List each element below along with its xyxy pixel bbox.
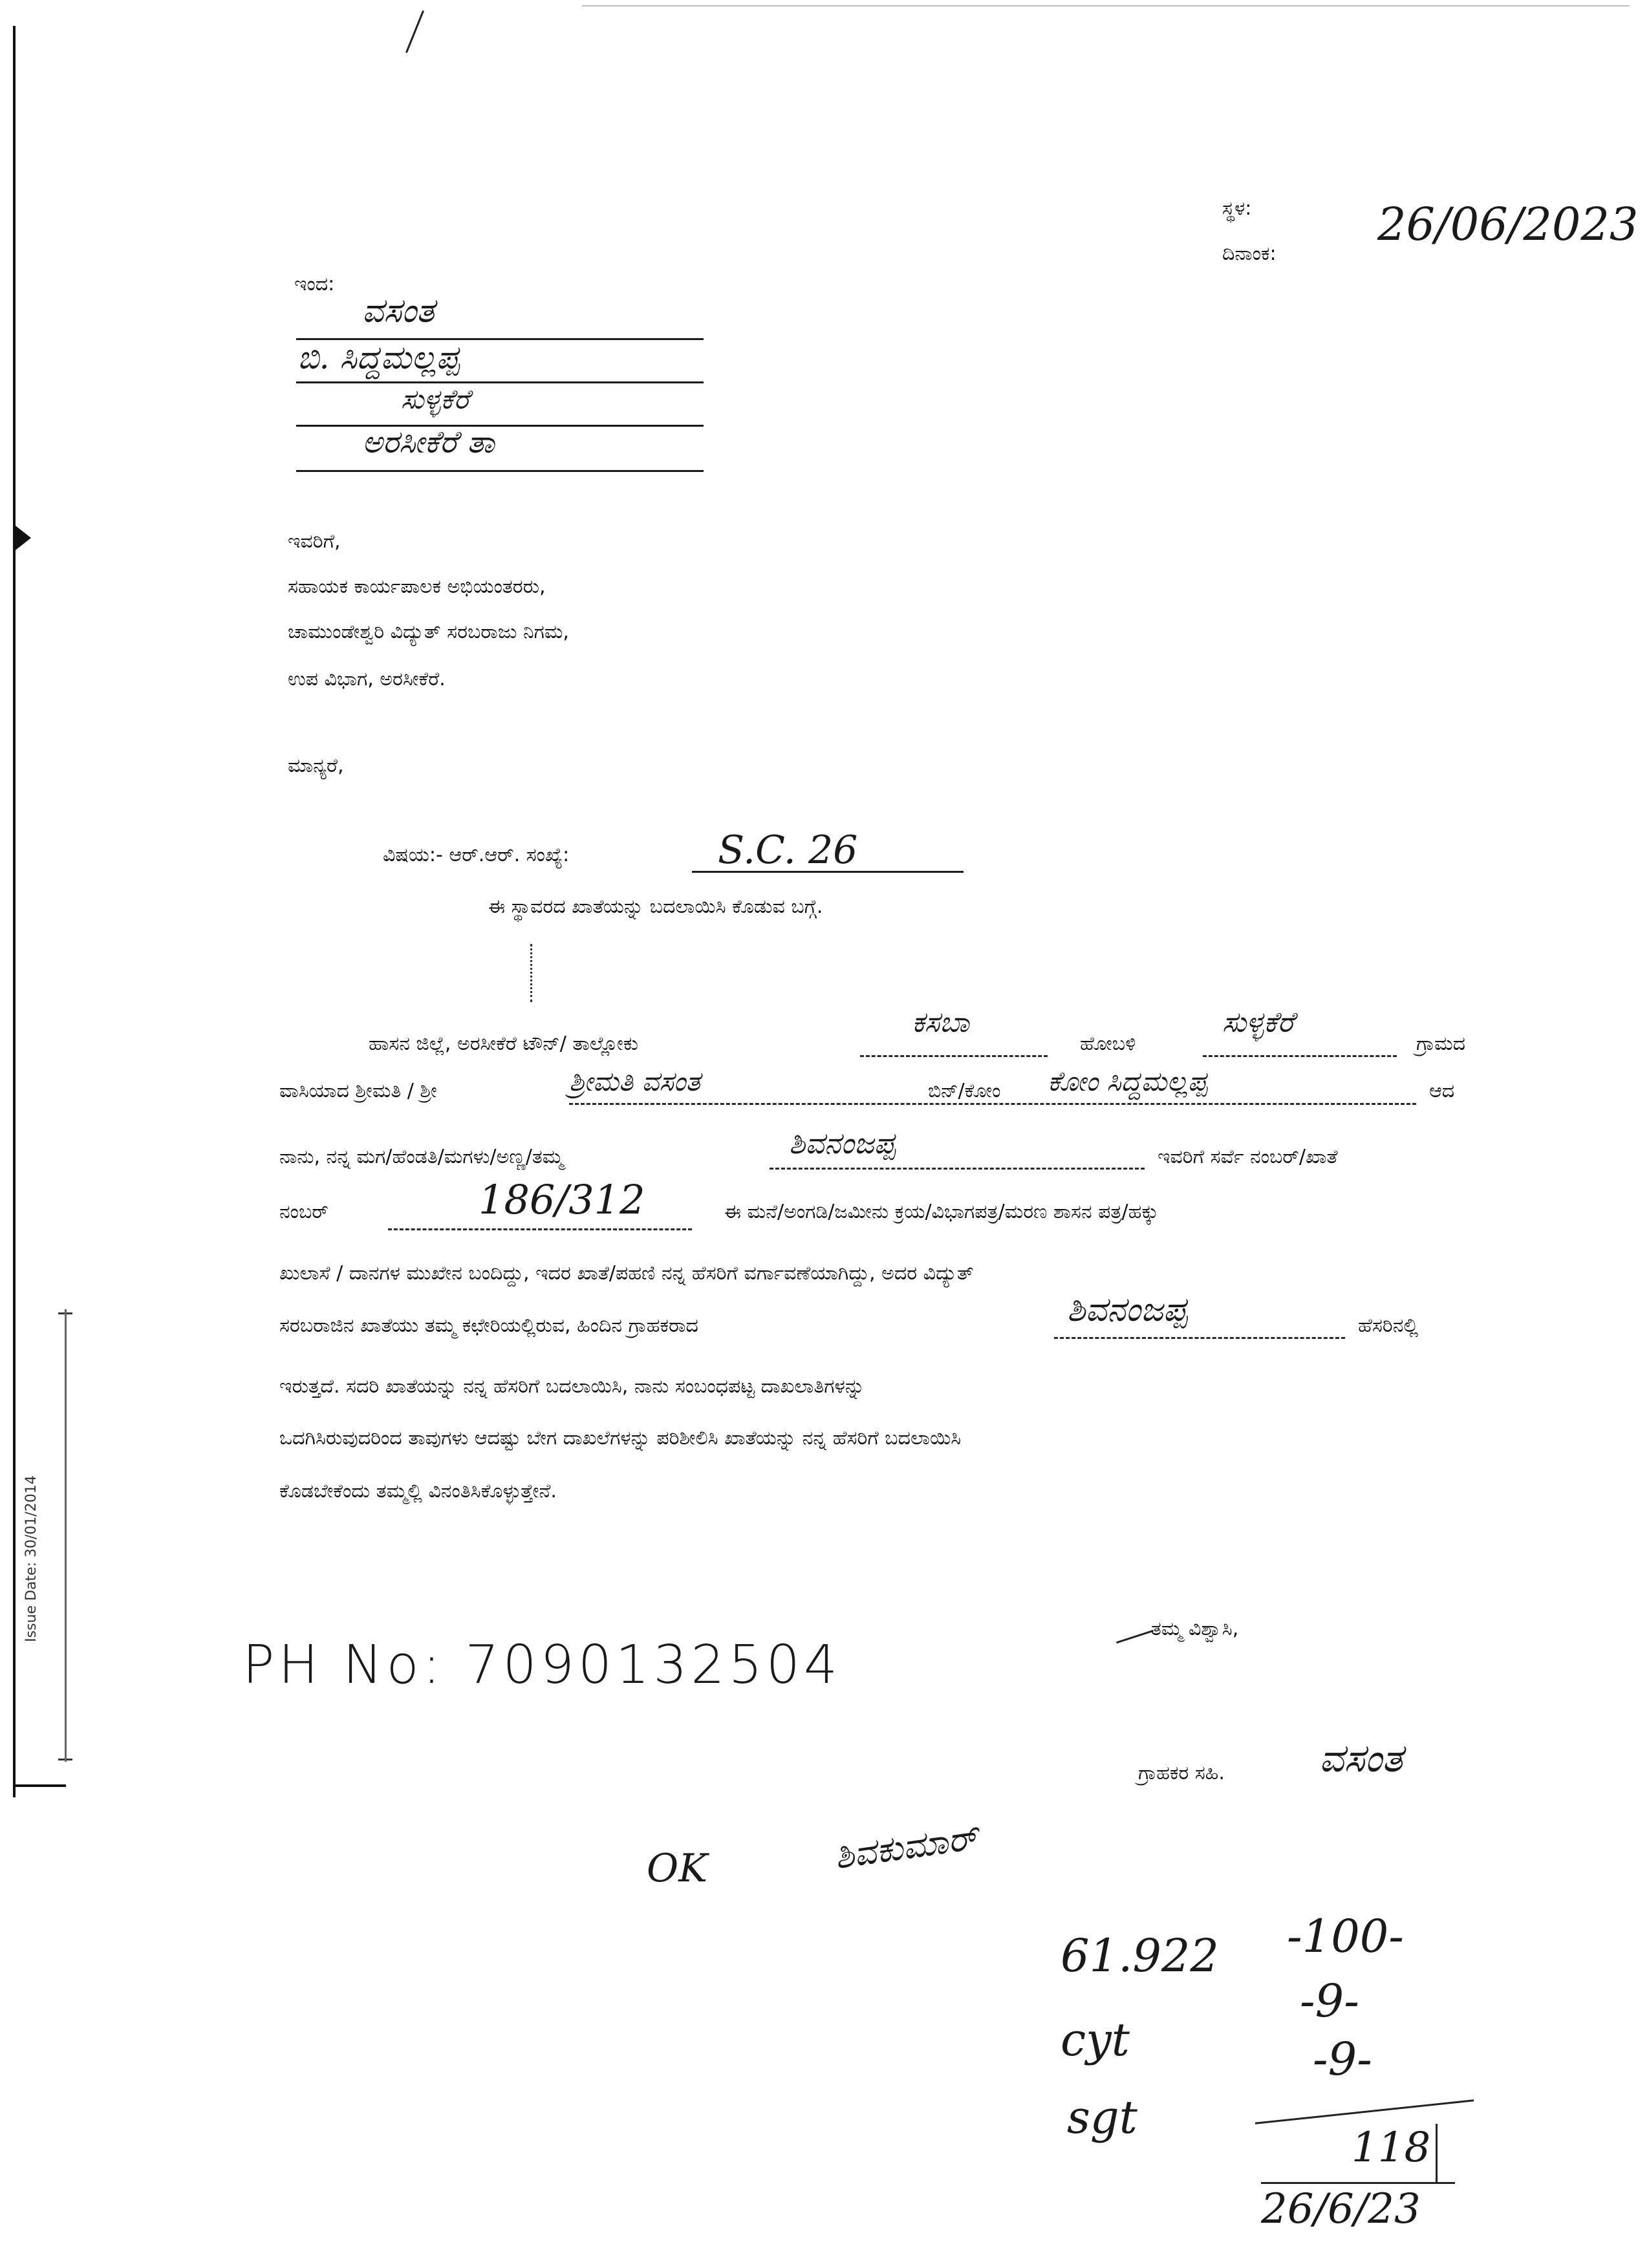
top-edge-line (582, 5, 1630, 6)
body-l2-text-a: ವಾಸಿಯಾದ ಶ್ರೀಮತಿ / ಶ್ರೀ (279, 1080, 437, 1102)
body-l1-fill-2: ಸುಳ್ಳಕೆರೆ (1222, 1006, 1294, 1039)
to-label: ಇವರಿಗೆ, (288, 530, 341, 553)
from-line-1: ವಸಂತ (362, 292, 435, 330)
from-rule-3 (296, 425, 704, 427)
body-l1-text-b: ಹೋಬಳಿ (1080, 1032, 1136, 1055)
body-l4-text-a: ನಂಬರ್ (279, 1201, 329, 1223)
body-l4-rule (388, 1228, 692, 1230)
fee-total-underline (1261, 2182, 1455, 2184)
body-l6-fill: ಶಿವನಂಜಪ್ಪ (1067, 1290, 1188, 1329)
body-l1-text-c: ಗ್ರಾಮದ (1416, 1032, 1466, 1055)
date-label: ದಿನಾಂಕ: (1222, 242, 1277, 265)
top-stroke-mark (405, 10, 424, 53)
body-l2-fill-2: ಕೋಂ ಸಿದ್ದಮಲ್ಲಪ್ಪ (1048, 1065, 1207, 1097)
date-value: 26/06/2023 (1377, 198, 1639, 251)
from-line-3: ಸುಳ್ಳಕೆರೆ (401, 383, 469, 415)
fee-row-1-label: 61.922 (1061, 1929, 1219, 1982)
left-edge-tick (14, 1784, 66, 1787)
body-l1-rule-1 (860, 1055, 1048, 1057)
body-l2-text-b: ಬಿನ್/ಕೋಂ (928, 1080, 1001, 1102)
subject-line-2: ಈ ಸ್ಥಾವರದ ಖಾತೆಯನ್ನು ಬದಲಾಯಿಸಿ ಕೊಡುವ ಬಗ್ಗೆ. (488, 895, 823, 918)
body-l3-rule (770, 1168, 1145, 1170)
body-l2-text-c: ಆದ (1429, 1080, 1455, 1102)
body-l3-fill: ಶಿವನಂಜಪ್ಪ (789, 1126, 896, 1161)
fee-row-2-label: cyt (1061, 2013, 1130, 2066)
to-line-2: ಚಾಮುಂಡೇಶ್ವರಿ ವಿದ್ಯುತ್ ಸರಬರಾಜು ನಿಗಮ, (288, 621, 569, 643)
signature-label: ಗ್ರಾಹಕರ ಸಹಿ. (1138, 1762, 1225, 1784)
salutation: ಮಾನ್ಯರೆ, (288, 754, 344, 777)
left-edge-notch (13, 524, 31, 552)
body-l6-text-a: ಸರಬರಾಜಿನ ಖಾತೆಯು ತಮ್ಮ ಕಛೇರಿಯಲ್ಲಿರುವ, ಹಿಂದಿನ ಗ್ರಾಹಕರಾದ (279, 1314, 698, 1337)
body-l9: ಕೊಡಬೇಕೆಂದು ತಮ್ಮಲ್ಲಿ ವಿನಂತಿಸಿಕೊಳ್ಳುತ್ತೇನೆ. (279, 1480, 557, 1503)
to-line-3: ಉಪ ವಿಭಾಗ, ಅರಸೀಕೆರೆ. (288, 668, 446, 690)
body-l1-fill-1: ಕಸಬಾ (912, 1006, 969, 1039)
body-l2-rule (569, 1103, 1416, 1105)
subject-rule (692, 871, 964, 873)
subject-label: ವಿಷಯ:- ಆರ್.ಆರ್. ಸಂಖ್ಯೆ: (383, 844, 570, 866)
fee-row-1-amount: -100- (1287, 1910, 1404, 1963)
phone-number: PH No: 7090132504 (242, 1634, 842, 1696)
body-l5: ಖುಲಾಸೆ / ದಾನಗಳ ಮುಖೇನ ಬಂದಿದ್ದು, ಇದರ ಖಾತೆ/ಪಹಣಿ ನನ್ನ ಹೆಸರಿಗೆ ವರ್ಗಾವಣೆಯಾಗಿದ್ದು, ಅದರ ವಿದ್ಯುತ್ (279, 1262, 974, 1285)
stray-mark (530, 944, 541, 1002)
ok-signature: ಶಿವಕುಮಾರ್ (832, 1816, 980, 1878)
body-l7: ಇರುತ್ತದೆ. ಸದರಿ ಖಾತೆಯನ್ನು ನನ್ನ ಹೆಸರಿಗೆ ಬದಲಾಯಿಸಿ, ನಾನು ಸಂಬಂಧಪಟ್ಟ ದಾಖಲಾತಿಗಳನ್ನು (279, 1375, 865, 1398)
margin-vertical-rule (65, 1309, 67, 1762)
signature-value: ವಸಂತ (1319, 1736, 1403, 1781)
body-l2-fill-1: ಶ್ರೀಮತಿ ವಸಂತ (569, 1065, 700, 1097)
margin-issue-stamp: Issue Date: 30/01/2014 (23, 1475, 39, 1642)
to-line-1: ಸಹಾಯಕ ಕಾರ್ಯಪಾಲಕ ಅಭಿಯಂತರರು, (288, 575, 546, 598)
body-l8: ಒದಗಿಸಿರುವುದರಿಂದ ತಾವುಗಳು ಆದಷ್ಟು ಬೇಗ ದಾಖಲೆಗಳನ್ನು ಪರಿಶೀಲಿಸಿ ಖಾತೆಯನ್ನು ನನ್ನ ಹೆಸರಿಗೆ ಬದಲಾಯಿಸಿ (279, 1427, 962, 1450)
body-l1-rule-2 (1203, 1055, 1397, 1057)
fee-row-2-amount: -9- (1300, 1974, 1359, 2027)
closing-yours: ತಮ್ಮ ವಿಶ್ವಾಸಿ, (1151, 1618, 1239, 1640)
from-rule-4 (296, 470, 704, 472)
from-line-2: ಬಿ. ಸಿದ್ದಮಲ್ಲಪ್ಪ (297, 339, 460, 376)
body-l4-text-b: ಈ ಮನೆ/ಅಂಗಡಿ/ಜಮೀನು ಕ್ರಯ/ವಿಭಾಗಪತ್ರ/ಮರಣ ಶಾಸನ ಪತ್ರ/ಹಕ್ಕು (724, 1201, 1159, 1223)
body-l1-text-a: ಹಾಸನ ಜಿಲ್ಲೆ, ಅರಸೀಕೆರೆ ಟೌನ್/ ತಾಲ್ಲೋಕು (369, 1032, 638, 1055)
body-l3-text-a: ನಾನು, ನನ್ನ ಮಗ/ಹೆಂಡತಿ/ಮಗಳು/ಅಣ್ಣ/ತಮ್ಮ (279, 1146, 564, 1168)
fee-total-box-right (1436, 2124, 1438, 2182)
closing-tick (1116, 1630, 1154, 1643)
fee-total-rule (1255, 2099, 1474, 2124)
body-l6-text-b: ಹೆಸರಿನಲ್ಲಿ (1358, 1314, 1419, 1337)
left-edge-line (13, 26, 16, 1797)
body-l3-text-b: ಇವರಿಗೆ ಸರ್ವೆ ನಂಬರ್/ಖಾತೆ (1158, 1146, 1338, 1168)
body-l6-rule (1054, 1337, 1345, 1339)
fee-total: 118 (1352, 2124, 1431, 2172)
subject-rr-number: S.C. 26 (718, 828, 858, 873)
body-l4-fill: 186/312 (479, 1176, 645, 1223)
fee-date: 26/6/23 (1261, 2185, 1421, 2233)
from-rule-2 (296, 381, 704, 383)
fee-row-3-amount: -9- (1313, 2033, 1372, 2086)
from-line-4: ಅರಸೀಕೆರೆ ತಾ (362, 424, 495, 460)
ok-note: OK (647, 1846, 708, 1891)
from-label: ಇಂದ: (294, 273, 335, 295)
fee-row-3-label: sgt (1067, 2091, 1137, 2144)
place-label: ಸ್ಥಳ: (1222, 197, 1252, 220)
